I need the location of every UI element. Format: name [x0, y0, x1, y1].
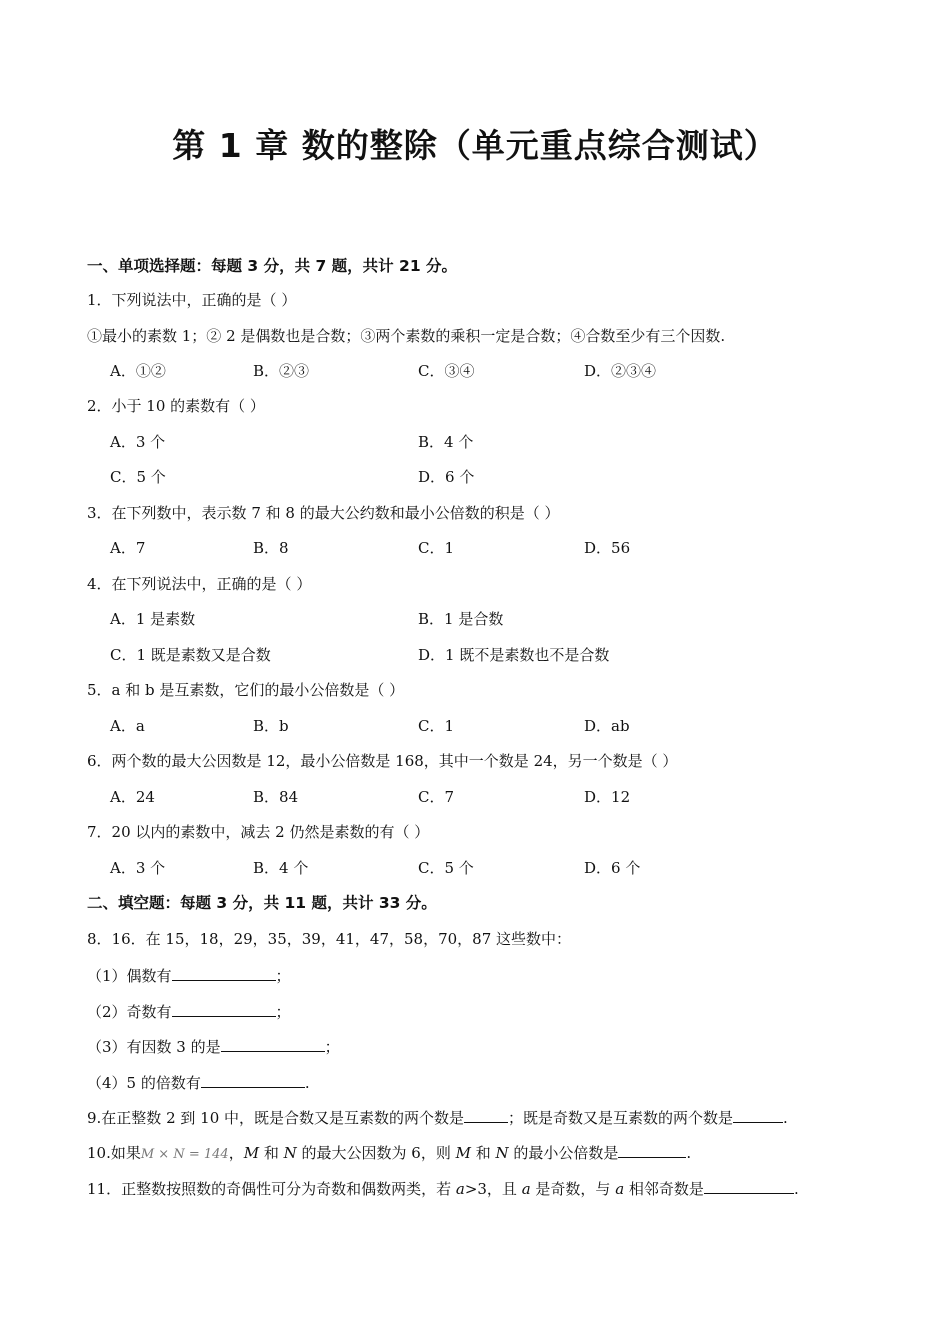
question-4-option-c: C．1 既是素数又是合数 [110, 646, 271, 664]
answer-blank[interactable] [172, 1000, 276, 1017]
var-a: a [615, 1180, 625, 1198]
text: 和 [259, 1144, 284, 1162]
question-4-stem: 4．在下列说法中，正确的是（ ） [87, 575, 312, 593]
question-6-option-b: B．84 [253, 788, 299, 806]
question-1-stem: 1．下列说法中，正确的是（ ） [87, 291, 297, 309]
question-2-stem: 2．小于 10 的素数有（ ） [87, 397, 265, 415]
text: 的最小公倍数是 [508, 1144, 619, 1162]
question-10-end: . [686, 1144, 692, 1162]
question-6-option-c: C．7 [418, 788, 455, 806]
part-label: （3）有因数 3 的是 [87, 1038, 221, 1056]
question-7-option-d: D．6 个 [584, 859, 641, 877]
answer-blank[interactable] [464, 1106, 508, 1123]
answer-blank[interactable] [618, 1141, 686, 1158]
question-11 [87, 1177, 799, 1199]
question-4-option-b: B．1 是合数 [418, 610, 504, 628]
text: 和 [470, 1144, 496, 1162]
answer-blank[interactable] [201, 1071, 305, 1088]
question-6-option-d: D．12 [584, 788, 631, 806]
section-heading-fill: 二、填空题：每题 3 分，共 11 题，共计 33 分。 [87, 894, 437, 912]
question-5-option-b: B．b [253, 717, 289, 735]
var-m: M [455, 1144, 471, 1162]
question-6-stem: 6．两个数的最大公因数是 12，最小公倍数是 168，其中一个数是 24，另一个数是（ ） [87, 752, 678, 770]
question-11-end: . [793, 1180, 799, 1198]
var-n: N [495, 1144, 509, 1162]
question-2-option-c: C．5 个 [110, 468, 166, 486]
var-a: a [455, 1180, 465, 1198]
question-1-option-a: A．①② [110, 362, 166, 380]
question-9-end: . [783, 1109, 788, 1127]
text: 11．正整数按照数的奇偶性可分为奇数和偶数两类，若 [87, 1180, 456, 1198]
question-4-option-d: D．1 既不是素数也不是合数 [418, 646, 610, 664]
question-3-stem: 3．在下列数中，表示数 7 和 8 的最大公约数和最小公倍数的积是（ ） [87, 504, 560, 522]
question-1-statements: ①最小的素数 1；② 2 是偶数也是合数；③两个素数的乘积一定是合数；④合数至少有三个因数. [87, 327, 726, 345]
question-5-stem: 5．a 和 b 是互素数，它们的最小公倍数是（ ） [87, 681, 405, 699]
formula-image: M × N = 144 [140, 1147, 229, 1162]
answer-blank[interactable] [733, 1106, 783, 1123]
text: >3，且 [464, 1180, 522, 1198]
question-9 [87, 1106, 788, 1128]
question-6-option-a: A．24 [110, 788, 155, 806]
comma: ， [228, 1144, 244, 1162]
question-8-part-1 [87, 964, 291, 986]
question-5-option-d: D．ab [584, 717, 630, 735]
part-end: ； [275, 967, 291, 985]
part-label: （1）偶数有 [87, 967, 172, 985]
text: 的最大公因数为 6，则 [296, 1144, 456, 1162]
section-heading-choice: 一、单项选择题：每题 3 分，共 7 题，共计 21 分。 [87, 257, 458, 275]
question-8-stem: 8．16．在 15，18，29，35，39，41，47，58，70，87 这些数中： [87, 930, 572, 948]
question-1-option-d: D．②③④ [584, 362, 657, 380]
text: 相邻奇数是 [624, 1180, 704, 1198]
part-end: ； [324, 1038, 340, 1056]
question-8-part-2 [87, 1000, 291, 1022]
answer-blank[interactable] [172, 964, 276, 981]
var-m: M [243, 1144, 260, 1162]
question-2-option-b: B．4 个 [418, 433, 474, 451]
question-8-part-3 [87, 1035, 340, 1057]
question-10-prefix: 10.如果 [87, 1144, 141, 1162]
question-7-option-a: A．3 个 [110, 859, 166, 877]
question-3-option-d: D．56 [584, 539, 631, 557]
question-2-option-a: A．3 个 [110, 433, 166, 451]
answer-blank[interactable] [221, 1035, 325, 1052]
text: 是奇数，与 [530, 1180, 616, 1198]
question-8-part-4 [87, 1071, 310, 1093]
question-7-stem: 7．20 以内的素数中，减去 2 仍然是素数的有（ ） [87, 823, 430, 841]
var-n: N [283, 1144, 297, 1162]
answer-blank[interactable] [704, 1177, 794, 1194]
question-3-option-b: B．8 [253, 539, 289, 557]
question-5-option-c: C．1 [418, 717, 455, 735]
question-9-text-b: ；既是奇数又是互素数的两个数是 [508, 1109, 734, 1127]
question-3-option-a: A．7 [110, 539, 146, 557]
part-end: . [304, 1074, 310, 1092]
question-1-option-c: C．③④ [418, 362, 475, 380]
question-4-option-a: A．1 是素数 [110, 610, 196, 628]
page-title: 第 1 章 数的整除（单元重点综合测试） [172, 126, 778, 165]
question-7-option-c: C．5 个 [418, 859, 474, 877]
part-label: （4）5 的倍数有 [87, 1074, 201, 1092]
part-label: （2）奇数有 [87, 1003, 172, 1021]
question-5-option-a: A．a [110, 717, 145, 735]
part-end: ； [275, 1003, 291, 1021]
question-10 [87, 1141, 691, 1165]
var-a: a [521, 1180, 531, 1198]
question-1-option-b: B．②③ [253, 362, 310, 380]
question-3-option-c: C．1 [418, 539, 455, 557]
question-7-option-b: B．4 个 [253, 859, 309, 877]
question-2-option-d: D．6 个 [418, 468, 475, 486]
question-9-text-a: 9.在正整数 2 到 10 中，既是合数又是互素数的两个数是 [87, 1109, 465, 1127]
